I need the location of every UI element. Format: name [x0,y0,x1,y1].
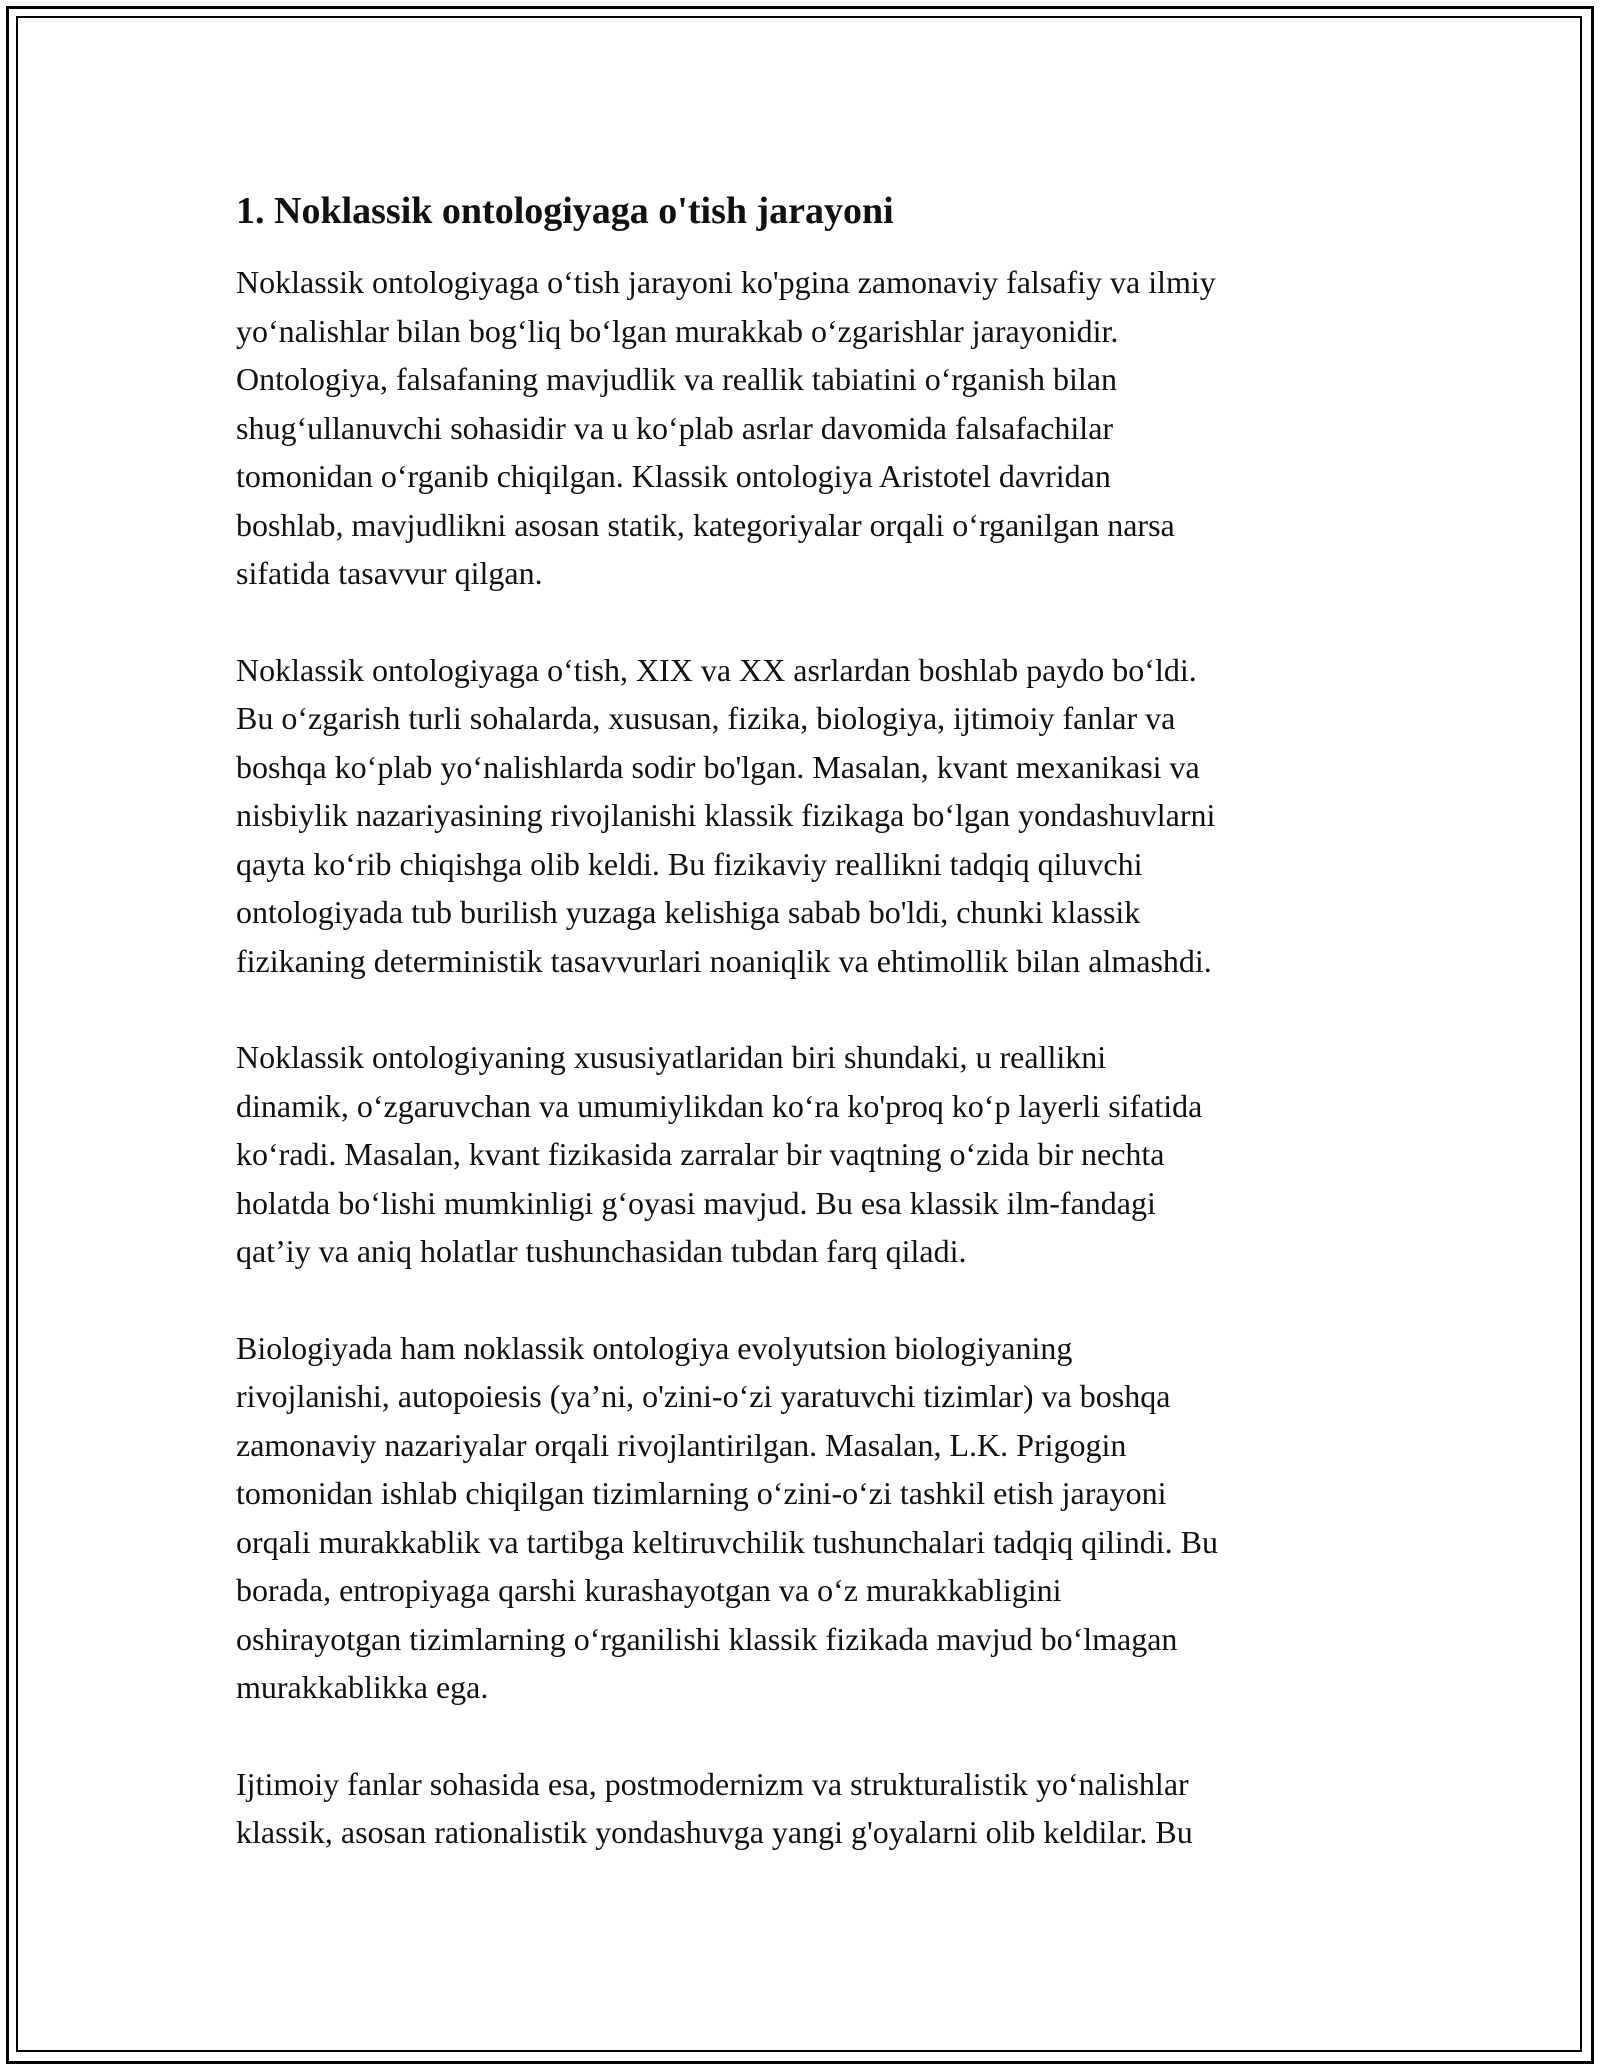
paragraph-line: ko‘radi. Masalan, kvant fizikasida zarralar bir vaqtning o‘zida bir nechta [236,1136,1165,1172]
paragraph-line: sifatida tasavvur qilgan. [236,555,543,591]
paragraph-line: holatda bo‘lishi mumkinligi g‘oyasi mavjud. Bu esa klassik ilm-fandagi [236,1184,1156,1221]
paragraph-line: borada, entropiyaga qarshi kurashayotgan va o‘z murakkabligini [236,1572,1062,1608]
paragraph-line: Biologiyada ham noklassik ontologiya evolyutsion biologiyaning [236,1329,1073,1366]
paragraph-line: oshirayotgan tizimlarning o‘rganilishi klassik fizikada mavjud bo‘lmagan [236,1620,1178,1657]
paragraph-line: shug‘ullanuvchi sohasidir va u ko‘plab asrlar davomida falsafachilar [236,409,1114,446]
paragraph-line: murakkablikka ega. [236,1669,489,1705]
paragraph-line: Noklassik ontologiyaga o‘tish jarayoni ko'pgina zamonaviy falsafiy va ilmiy [236,264,1216,300]
paragraph-line: tomonidan o‘rganib chiqilgan. Klassik ontologiya Aristotel davridan [236,458,1111,494]
paragraph-line: Ijtimoiy fanlar sohasida esa, postmodernizm va strukturalistik yo‘nalishlar [236,1765,1189,1802]
paragraph-line: rivojlanishi, autopoiesis (ya’ni, o'zini-o‘zi yaratuvchi tizimlar) va boshqa [236,1378,1171,1414]
paragraph-line: boshqa ko‘plab yo‘nalishlarda sodir bo'lgan. Masalan, kvant mexanikasi va [236,748,1200,785]
paragraph-5 [236,1760,1366,1857]
paragraph-line: klassik, asosan rationalistik yondashuvga yangi g'oyalarni olib keldilar. Bu [236,1814,1193,1850]
document-body [236,186,1366,1905]
paragraph-line: nisbiylik nazariyasining rivojlanishi klassik fizikaga bo‘lgan yondashuvlarni [236,797,1216,833]
paragraph-1 [236,258,1366,598]
paragraph-line: fizikaning deterministik tasavvurlari noaniqlik va ehtimollik bilan almashdi. [236,942,1212,979]
paragraph-line: qat’iy va aniq holatlar tushunchasidan tubdan farq qiladi. [236,1233,967,1269]
section-heading: 1. Noklassik ontologiyaga o'tish jarayoni [236,190,894,232]
paragraph-line: Noklassik ontologiyaga o‘tish, XIX va XX asrlardan boshlab paydo bo‘ldi. [236,651,1197,688]
paragraph-line: ontologiyada tub burilish yuzaga kelishiga sabab bo'ldi, chunki klassik [236,894,1141,930]
paragraph-4 [236,1324,1366,1712]
paragraph-line: boshlab, mavjudlikni asosan statik, kategoriyalar orqali o‘rganilgan narsa [236,506,1175,543]
paragraph-line: orqali murakkablik va tartibga keltiruvchilik tushunchalari tadqiq qilindi. Bu [236,1523,1218,1560]
paragraph-line: dinamik, o‘zgaruvchan va umumiylikdan ko‘ra ko'proq ko‘p layerli sifatida [236,1087,1203,1124]
paragraph-line: yo‘nalishlar bilan bog‘liq bo‘lgan murakkab o‘zgarishlar jarayonidir. [236,312,1119,349]
paragraph-line: Bu o‘zgarish turli sohalarda, xususan, fizika, biologiya, ijtimoiy fanlar va [236,700,1176,736]
paragraph-line: qayta ko‘rib chiqishga olib keldi. Bu fizikaviy reallikni tadqiq qiluvchi [236,845,1143,882]
paragraph-line: tomonidan ishlab chiqilgan tizimlarning o‘zini-o‘zi tashkil etish jarayoni [236,1475,1167,1511]
paragraph-3 [236,1033,1366,1276]
paragraph-line: zamonaviy nazariyalar orqali rivojlantirilgan. Masalan, L.K. Prigogin [236,1426,1127,1463]
paragraph-line: Ontologiya, falsafaning mavjudlik va reallik tabiatini o‘rganish bilan [236,361,1117,397]
paragraphs-container [236,258,1366,1857]
paragraph-2 [236,646,1366,986]
paragraph-line: Noklassik ontologiyaning xususiyatlaridan biri shundaki, u reallikni [236,1039,1107,1075]
